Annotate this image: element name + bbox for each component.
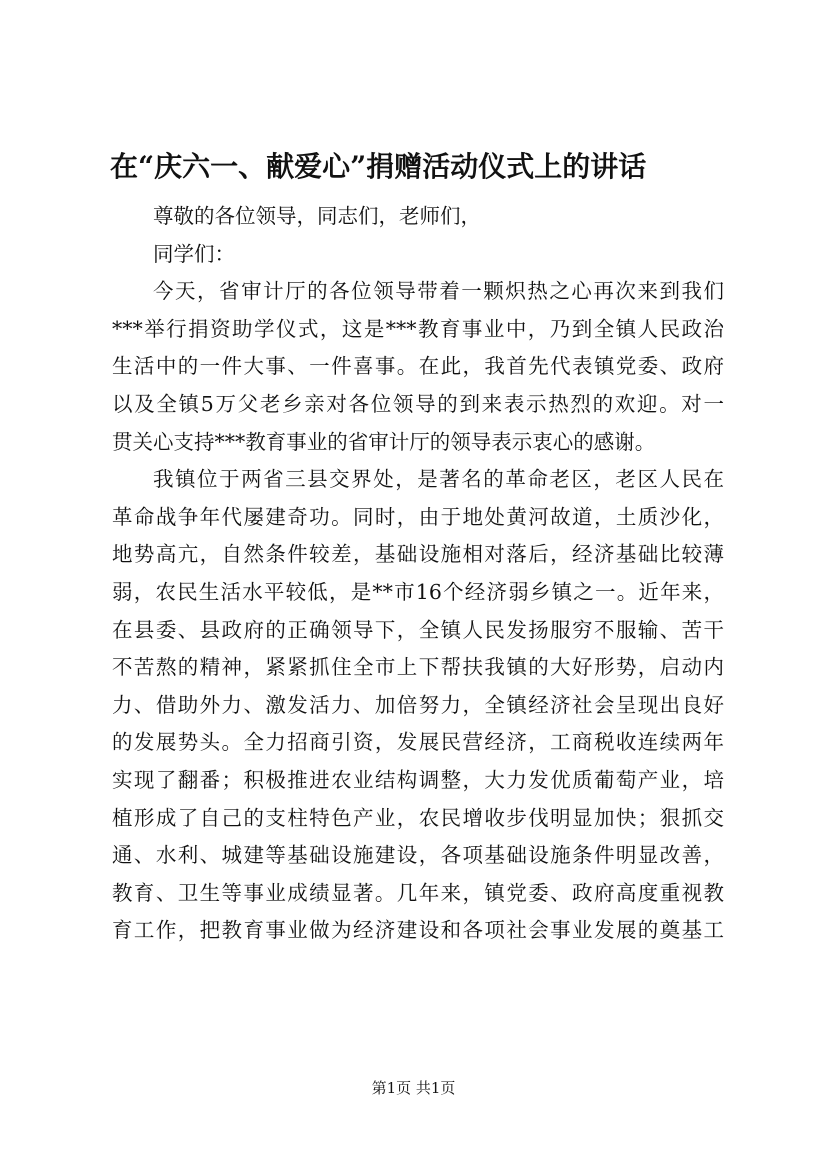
paragraph-line: 生活中的一件大事、一件喜事。在此，我首先代表镇党委、政府 (112, 354, 724, 379)
paragraph-line: 在县委、县政府的正确领导下，全镇人民发扬服穷不服输、苦干 (112, 617, 724, 642)
paragraph-line: 革命战争年代屡建奇功。同时，由于地处黄河故道，土质沙化， (112, 504, 724, 529)
paragraph-line: 通、水利、城建等基础设施建设，各项基础设施条件明显改善， (112, 843, 724, 868)
paragraph-line: 地势高亢，自然条件较差，基础设施相对落后，经济基础比较薄 (112, 542, 724, 567)
page-footer: 第1页 共1页 (371, 1079, 456, 1097)
paragraph-line: 实现了翻番；积极推进农业结构调整，大力发优质葡萄产业，培 (112, 767, 724, 792)
paragraph-line: 育工作，把教育事业做为经济建设和各项社会事业发展的奠基工 (112, 918, 724, 943)
paragraph-line: 力、借助外力、激发活力、加倍努力，全镇经济社会呈现出良好 (112, 692, 724, 717)
paragraph-line: 尊敬的各位领导，同志们，老师们， (153, 204, 481, 228)
paragraph-line: 教育、卫生等事业成绩显著。几年来，镇党委、政府高度重视教 (112, 880, 724, 905)
paragraph-line: 弱，农民生活水平较低，是**市16个经济弱乡镇之一。近年来， (112, 579, 724, 604)
paragraph-line: 不苦熬的精神，紧紧抓住全市上下帮扶我镇的大好形势，启动内 (112, 655, 724, 680)
paragraph-line: 植形成了自己的支柱特色产业，农民增收步伐明显加快；狠抓交 (112, 805, 724, 830)
paragraph-line: 今天，省审计厅的各位领导带着一颗炽热之心再次来到我们 (153, 279, 724, 304)
paragraph-line: 的发展势头。全力招商引资，发展民营经济，工商税收连续两年 (112, 730, 724, 755)
paragraph-line: 以及全镇5万父老乡亲对各位领导的到来表示热烈的欢迎。对一 (112, 391, 724, 416)
document-body (112, 198, 724, 950)
paragraph-line: 贯关心支持***教育事业的省审计厅的领导表示衷心的感谢。 (112, 429, 656, 454)
document-title: 在“庆六一、献爱心”捐赠活动仪式上的讲话 (110, 150, 647, 183)
paragraph-line: ***举行捐资助学仪式，这是***教育事业中，乃到全镇人民政治 (112, 316, 724, 341)
paragraph-line: 我镇位于两省三县交界处，是著名的革命老区，老区人民在 (153, 467, 724, 492)
paragraph-line: 同学们： (153, 241, 235, 266)
